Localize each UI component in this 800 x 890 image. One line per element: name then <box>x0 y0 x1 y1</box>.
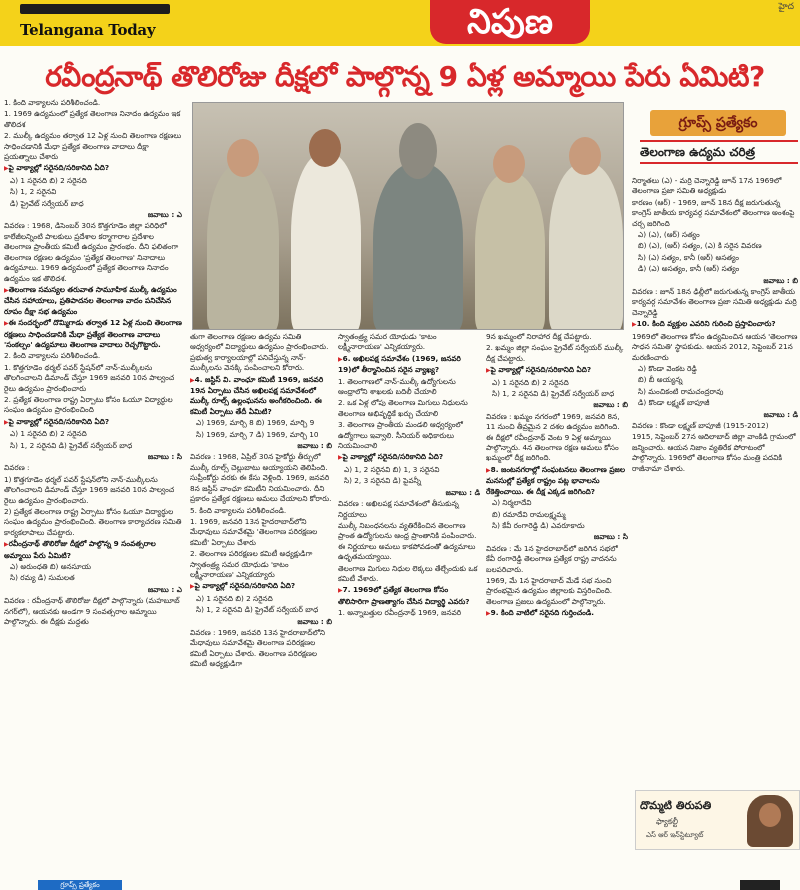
question-text: ▶ పై వాక్యాల్లో సరైనది/సరికానిది ఏది? <box>4 417 182 428</box>
body-text: వివరణ : 1968, ఏప్రిల్ 30న హైకోర్టు తీర్పులో ముల్కీ రూల్స్ చెల్లుబాటు అయ్యాయని తెలిపింది. సుప్రీంకోర్టు వరకు ఈ కేసు వెళ్లింది. 1969, జనవరి 8న జస్టిస్ వాంఛూ కమిటీని నియమించారు. దీని ప్రకారం ప్రత్యేక రక్షణలు అమలు చేయాలని కోరారు. <box>190 452 332 504</box>
body-text: వివరణ : జూన్ 18న ఢిల్లీలో జరుగుతున్న కాంగ్రెస్ జాతీయ కార్యవర్గ సమావేశం తెలంగాణ ప్రజా సమితి అధ్యక్షుడు మర్రి చెన్నారెడ్డి <box>632 287 797 317</box>
option-text: సి) 1969, మార్చి 7 డి) 1969, మార్చి 10 <box>196 429 319 439</box>
question-text: ▶ పై వాక్యాల్లో సరైనది/సరికానిది ఏది? <box>4 163 182 174</box>
special-subtitle: తెలంగాణ ఉద్యమ చరిత్ర <box>640 140 798 164</box>
option-text: ఎ) 1 సరైనది బి) 2 సరైనది <box>10 429 87 439</box>
author-role: ఫ్యాకల్టీ <box>656 817 678 826</box>
option-text: బి) రమాదేవి రామలక్ష్మమ్మ <box>492 509 566 519</box>
question-text: ▶ పై వాక్యాల్లో సరైనది/సరికానిది ఏది? <box>338 452 480 463</box>
option-text: ఎ) 1969, మార్చి 8 బి) 1969, మార్చి 9 <box>196 418 315 428</box>
brand-stripe <box>20 4 170 14</box>
answer-text: జవాబు : బి <box>593 400 628 410</box>
body-text: 1969లో తెలంగాణ కోసం ఉద్యమించిన ఆయన 'తెలంగాణ సాధన సమితి' స్థాపకుడు. ఆయన 2012, సెప్టెంబర్ 21న మరణించారు <box>632 331 798 362</box>
body-text: 1. కింది వాక్యాలను పరిశీలించండి. <box>4 98 101 107</box>
person-head <box>227 139 259 177</box>
question-text: ▶ పై వాక్యాల్లో సరైనది/సరికానిది ఏది? <box>486 365 628 376</box>
answer-text: జవాబు : ఎ <box>147 210 182 220</box>
option-text: ఎ) 1, 2 సరైనవి బి) 1, 3 సరైనవి <box>344 464 440 474</box>
body-text: ముల్కీ నిబంధనలను వ్యతిరేకించిన తెలంగాణ ప్రాంత ఉద్యోగులను ఆంధ్ర ప్రాంతానికి పంపించారు. ఈ నిర్ణయాలు అమలు కాకపోవడంతో ఉద్యమాలు ఉధృతమయ్యాయి. <box>338 520 477 562</box>
body-text: వివరణ : ఖమ్మం నగరంలో 1969, జనవరి 8న, 11 నుంచి తీవ్రమైన 2 దశల ఉద్యమం జరిగింది. ఈ దీక్షలో రవీంద్రనాథ్ వెంట 9 ఏళ్ల అమ్మాయి పాల్గొన్నారు. 4న తెలంగాణ రక్షణ అమలు కోసం ఖమ్మంలో దీక్ష జరిగింది. <box>486 411 620 463</box>
body-text: 1) కొత్తగూడెం థర్మల్ పవర్ స్టేషన్‌లోని నాన్-ముల్కీలను తొలగించాలని డిమాండ్ చేస్తూ 1969 జనవరి 10న పాల్వంచ రైలు ఉద్యమం ప్రారంభించారు. <box>4 474 175 505</box>
body-text: వివరణ : మే 1న హైదరాబాద్‌లో జరిగిన సభలో కేవీ రంగారెడ్డి తెలంగాణ ప్రత్యేక రాష్ట్ర వాదనను బలపరిచారు. <box>486 543 618 574</box>
option-text: ఎ) (ఎ), (ఆర్) సత్యం <box>638 230 700 240</box>
option-text: ఎ) అరుంధతి బి) అనసూయ <box>10 562 92 572</box>
body-text: 1. కొత్తగూడెం థర్మల్ పవర్ స్టేషన్‌లో నాన్-ముల్కీలను తొలగించాలని డిమాండ్ చేస్తూ 1969 జనవరి 10న పాల్వంచ రైలు ఉద్యమం ప్రారంభించారు <box>4 362 175 393</box>
answer-text: జవాబు : బి <box>297 441 332 451</box>
answer-text: జవాబు : బి <box>297 616 332 626</box>
person-figure <box>291 153 361 330</box>
option-text: సి) 1, 2 సరైనవి డి) ప్రైవేట్ సర్వేయర్ బాధ <box>492 389 615 399</box>
column-1 <box>4 98 182 880</box>
body-text: కారణం (ఆర్) - 1969, జూన్ 18న దీక్ష జరుగుతున్న కాంగ్రెస్ జాతీయ కార్యవర్గ సమావేశంలో తెలంగాణ అంశంపై చర్చ జరిగింది <box>632 197 795 228</box>
body-text: 3. తెలంగాణ ప్రాంతీయ మండలి ఆధ్వర్యంలో ఉద్యోగాలు ఇవ్వాలి. సీనియర్ అధికారులు నియమించాలి <box>338 420 463 451</box>
option-text: సి) రమ్య డి) సుమలత <box>10 573 75 583</box>
body-text: వివరణ : అఖిలపక్ష సమావేశంలో తీసుకున్న నిర్ణయాలు <box>338 499 459 519</box>
body-text: 1969, మే 1న హైదరాబాద్ మేడే సభ నుంచి ప్రారంభమైన ఉద్యమం జిల్లాలకు విస్తరించింది. తెలంగాణ ప్రజలు ఉద్యమంలో పాల్గొన్నారు. <box>486 575 613 606</box>
special-tag: గ్రూప్స్ ప్రత్యేకం <box>650 110 786 136</box>
body-text: 2. తెలంగాణ పరిరక్షణల కమిటీ అధ్యక్షుడిగా స్వాతంత్ర్య సమర యోధుడు 'కాటం లక్ష్మీనారాయణ' ఎన్నికయ్యారు <box>190 549 313 579</box>
option-text: సి) 1, 2 సరైనవి డి) ప్రైవేట్ సర్వేయర్ బాధ <box>10 440 133 450</box>
body-text: తెలంగాణ మిగులు నిధుల లెక్కలు తేల్చేందుకు ఒక కమిటీ వేశారు. <box>338 563 478 583</box>
question-text: ▶ రవీంద్రనాథ్ తొలిరోజు దీక్షలో పాల్గొన్న 9 సంవత్సరాల అమ్మాయి పేరు ఏమిటి? <box>4 539 182 561</box>
option-text: ఎ) 1 సరైనది బి) 2 సరైనది <box>196 593 273 603</box>
question-text: ▶ తెలంగాణ సమస్యల తరువాత సామూహిక ముల్కీ ఉద్యమం చేసిన సహాయాలు, ప్రతిపాదనల తెలంగాణ వాదం పనిచేసిన రూపం దీక్షా సభ ఉద్యమం <box>4 285 182 317</box>
question-text: ▶ 8. జంటనగరాల్లో సంఘటనలు తెలంగాణ ప్రజల మనసుల్లో ప్రత్యేక రాష్ట్రం పట్ల భావాలను రేకెత్తించాయి. ఈ దీక్ష ఎక్కడ జరిగింది? <box>486 465 628 497</box>
body-text: 5. కింది వాక్యాలను పరిశీలించండి. <box>190 505 287 515</box>
option-text: సి) (ఎ) సత్యం, కానీ (ఆర్) అసత్యం <box>638 252 739 262</box>
option-text: డి) ప్రైవేట్ సర్వేయర్ బాధ <box>10 198 84 208</box>
body-text: 1. తెలంగాణలో నాన్-ముల్కీ ఉద్యోగులను ఆంధ్రాలోని శాఖలకు బదిలీ చేయాలి <box>338 376 456 397</box>
answer-text: జవాబు : ఎ <box>147 584 182 594</box>
person-head <box>309 129 341 167</box>
question-text: ▶ 4. జస్టిస్ వి. వాంఛూ కమిటీ 1969, జనవరి 19న ఏర్పాటు చేసిన అఖిలపక్ష సమావేశంలో ముల్కీ రూల్స్ ఉల్లంఘనను అంగీకరించింది. ఈ కమిటీ ఏర్పాటు తేదీ ఏమిటి? <box>190 375 332 418</box>
historical-photo <box>192 102 624 330</box>
body-text: తుగా తెలంగాణ రక్షణల ఉద్యమ సమితి ఆధ్వర్యంలో విద్యార్థులు ఉద్యమం ప్రారంభించారు. ప్రభుత్వ కార్యాలయాల్లో పనిచేస్తున్న నాన్-ముల్కీలను వెనక్కి పంపించాలని కోరారు. <box>190 332 329 373</box>
question-text: ▶ ఈ సందర్భంలో దొమ్మిగాడు తర్వాత 12 ఏళ్ల నుంచి తెలంగాణ రక్షణలు సాధించడానికి మేధా ప్రత్యేక తెలంగాణ వాదాలు 'సంకల్పం' ఉద్యమాలు తెలంగాణ వాదాలు రెచ్చగొట్టారు. <box>4 318 182 350</box>
author-name: దొమ్మటి తిరుపతి <box>640 799 712 812</box>
body-text: 2. ఒక ఏళ్ల లోపు తెలంగాణ మిగులు నిధులను తెలంగాణ అభివృద్ధికే ఖర్చు చేయాలి <box>338 398 468 418</box>
body-text: 2. ముల్కీ ఉద్యమం తర్వాత 12 ఏళ్ల నుంచి తెలంగాణ రక్షణలు సాధించడానికి మేధా ప్రత్యేక తెలంగాణ వాదాలు దీక్షా ప్రయత్నాలు చేశారు <box>4 131 182 162</box>
option-text: ఎ) 1 సరైనది బి) 2 సరైనది <box>492 377 569 387</box>
page-headline: రవీంద్రనాథ్ తొలిరోజు దీక్షలో పాల్గొన్న 9 ఏళ్ల అమ్మాయి పేరు ఏమిటి? <box>45 60 765 93</box>
option-text: ఎ) 1 సరైనది బి) 2 సరైనది <box>10 175 87 185</box>
person-head <box>399 123 437 179</box>
answer-text: జవాబు : బి <box>763 275 798 285</box>
body-text: నిర్మాతలు (ఎ) - మర్రి చెన్నారెడ్డి జూన్ 17న 1969లో తెలంగాణ ప్రజా సమితి అధ్యక్షుడు <box>632 176 782 196</box>
option-text: ఎ) నిర్మలాదేవి <box>492 498 532 508</box>
answer-text: జవాబు : సి <box>593 532 628 542</box>
option-text: బి) బీ అయ్యన్న <box>638 375 683 385</box>
question-text: ▶ 10. కింది వ్యక్తుల ఎవరిని గురించి ప్రస్తావించారు? <box>632 319 798 330</box>
answer-text: జవాబు : డి <box>445 487 480 497</box>
body-text: 1. 1969, జనవరి 13న హైదరాబాద్‌లోని మేధావులు సమావేశమై 'తెలంగాణ పరిరక్షణల కమిటీ' ఏర్పాటు చేశారు <box>190 516 318 547</box>
column-3 <box>338 332 480 880</box>
body-text: 1. 1969 ఉద్యమంలో ప్రత్యేక తెలంగాణ నినాదం ఉద్యమం ఇక తొలిదశ <box>4 109 181 129</box>
header-bar <box>0 0 800 46</box>
option-text: ఎ) కొండా వెంకట రెడ్డి <box>638 363 697 373</box>
option-text: డి) కొండా లక్ష్మణ్ బాపూజీ <box>638 398 710 408</box>
option-text: సి) 2, 3 సరైనవి డి) పైవన్నీ <box>344 476 422 486</box>
question-text: ▶ 7. 1969లో ప్రత్యేక తెలంగాణ కోసం తొలిసారిగా ప్రాణత్యాగం చేసిన విద్యార్థి ఎవరు? <box>338 585 480 607</box>
question-text: ▶ 6. అఖిలపక్ష సమావేశం (1969, జనవరి 19)లో తీర్మానించిన సరైన వ్యాఖ్య? <box>338 354 480 376</box>
person-figure <box>207 163 279 330</box>
body-text: 2) ప్రత్యేక తెలంగాణ రాష్ట్ర ఏర్పాటు కోసం ఓయూ విద్యార్థుల సంఘం ఉద్యమం ప్రారంభించింది. తెలంగాణ కార్యాచరణ సమితి కార్యకలాపాలు చేపట్టారు. <box>4 507 182 537</box>
body-text: స్వాతంత్ర్య సమర యోధుడు 'కాటం లక్ష్మీనారాయణ' ఎన్నికయ్యారు. <box>338 332 437 352</box>
body-text: వివరణ : 1968, డిసెంబర్ 30న కొత్తగూడెం జిల్లా పరిధిలో కాలేజీలన్నింటి పాలకులు ప్రదేశాల కర్మాగారాల ప్రదేశాల తెలంగాణ ప్రాంతీయ కమిటీ ఉద్యమం ప్రారంభం. దీని ఫలితంగా తెలంగాణ రక్షణల ఉద్యమం 'ప్రత్యేక తెలంగాణ' నినాదాలు ఉద్యమాలు. 1969 ఉద్యమంలో ప్రత్యేక తెలంగాణ నినాదం ఉద్యమం ఇక తొలిదశ. <box>4 221 179 283</box>
option-text: సి) కేవీ రంగారెడ్డి డి) ఎవరూకాదు <box>492 520 585 530</box>
section-masthead: నిపుణ <box>430 0 590 44</box>
question-text: ▶ 9. కింది వాటిలో సరైనది గుర్తించండి. <box>486 608 628 619</box>
person-head <box>493 145 525 183</box>
person-head <box>569 137 601 175</box>
body-text: వివరణ : 1969, జనవరి 13న హైదరాబాద్‌లోని మేధావులు సమావేశమై తెలంగాణ పరిరక్షణల కమిటీ ఏర్పాటు చేశారు. తెలంగాణ పరిరక్షణల కమిటీ అధ్యక్షుడిగా <box>190 627 326 669</box>
answer-text: జవాబు : సి <box>147 452 182 461</box>
question-text: ▶ పై వాక్యాల్లో సరైనది/సరికానిది ఏది? <box>190 581 332 592</box>
brand-logo <box>20 2 190 42</box>
option-text: సి) 1, 2 సరైనవి డి) ప్రైవేట్ సర్వేయర్ బాధ <box>196 605 319 615</box>
footer-barcode <box>740 880 780 890</box>
body-text: వివరణ : <box>4 463 30 473</box>
answer-text: జవాబు : డి <box>763 409 798 419</box>
body-text: 1. అన్నాబత్తుల రవీంద్రనాథ్ 1969, జనవరి <box>338 608 462 618</box>
body-text: వివరణ : రవీంద్రనాథ్ తొలిరోజు దీక్షలో పాల్గొన్నారు (మహబూబ్ నగర్‌లో), ఆయనకు అండగా 9 సంవత్సరాల అమ్మాయి పాల్గొన్నారు. ఈ దీక్షకు మద్దతు <box>4 596 180 627</box>
body-text: 2. ఖమ్మం జిల్లా సంఘం ప్రైవేట్ సర్వేయర్ ముల్కీ దీక్ష చేపట్టారు. <box>486 343 624 363</box>
groups-special-box <box>640 110 798 172</box>
column-5 <box>632 176 798 786</box>
person-figure <box>475 173 545 330</box>
option-text: సి) మంచికంటి రామచంద్రరావు <box>638 386 724 396</box>
person-figure <box>373 163 463 330</box>
author-box <box>635 790 800 850</box>
body-text: 2. ప్రత్యేక తెలంగాణ రాష్ట్ర ఏర్పాటు కోసం ఓయూ విద్యార్థుల సంఘం ఉద్యమం ప్రారంభించింది <box>4 394 173 415</box>
option-text: డి) (ఎ) అసత్యం, కానీ (ఆర్) సత్యం <box>638 264 740 274</box>
body-text: 2. కింది వాక్యాలను పరిశీలించండి. <box>4 351 101 361</box>
column-4 <box>486 332 628 880</box>
author-avatar <box>747 795 793 847</box>
top-right-text: హైద <box>778 2 794 12</box>
option-text: సి) 1, 2 సరైనవి <box>10 187 57 197</box>
body-text: 1915, సెప్టెంబర్ 27న ఆదిలాబాద్ జిల్లా వాంకిడి గ్రామంలో జన్మించారు. ఆయన నిజాం వ్యతిరేక పోరాటంలో పాల్గొన్నారు. 1969లో తెలంగాణ కోసం మంత్రి పదవికి రాజీనామా చేశారు. <box>632 432 796 473</box>
option-text: బి) (ఎ), (ఆర్) సత్యం, (ఎ) కి సరైన వివరణ <box>638 241 762 251</box>
footer-tag: గ్రూప్స్ ప్రత్యేకం <box>38 880 122 890</box>
author-detail: ఎస్ ఆర్ ఇన్‌స్టిట్యూట్ <box>646 831 704 839</box>
brand-name: Telangana Today <box>20 21 156 39</box>
body-text: వివరణ : కొండా లక్ష్మణ్ బాపూజీ (1915-2012) <box>632 420 769 430</box>
column-2 <box>190 332 332 880</box>
person-figure <box>549 163 623 330</box>
body-text: 9న ఖమ్మంలో నిరాహార దీక్ష చేపట్టారు. <box>486 332 592 341</box>
